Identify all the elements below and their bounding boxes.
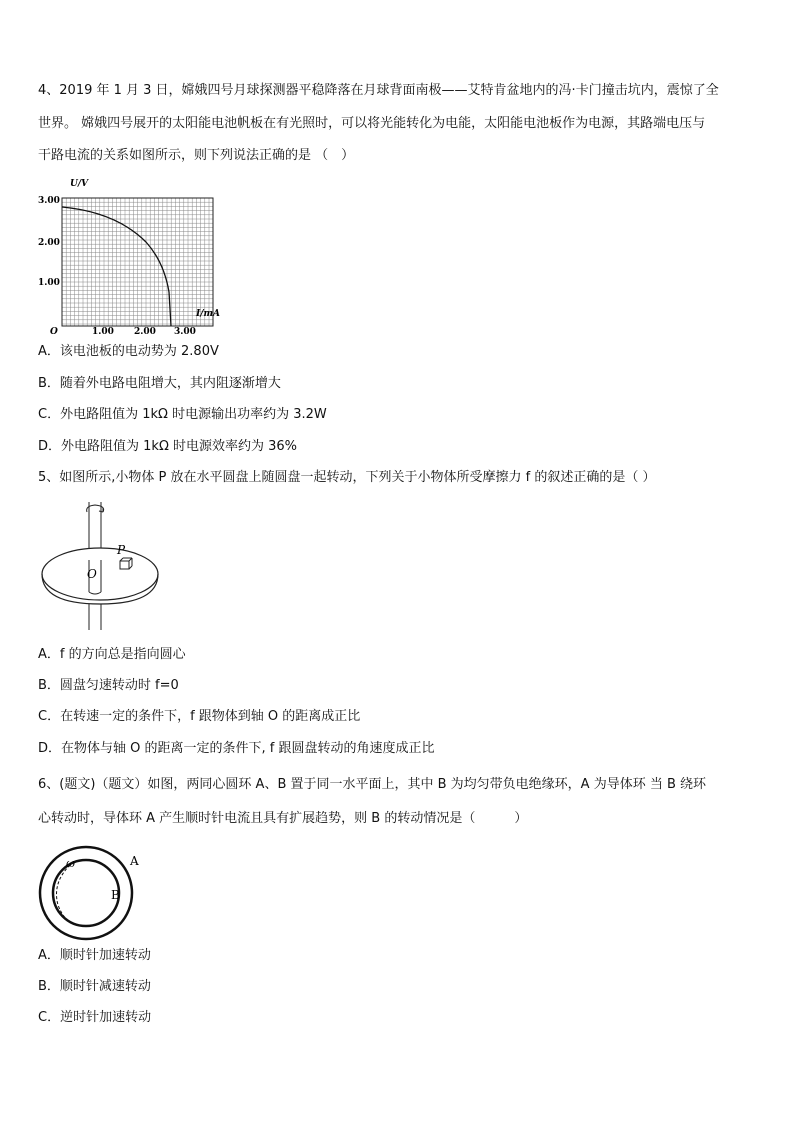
q4-option-c: C．外电路阻值为 1kΩ 时电源输出功率约为 3.2W — [38, 407, 327, 422]
q5-stem: 5、如图所示,小物体 P 放在水平圆盘上随圆盘一起转动，下列关于小物体所受摩擦力 f 的叙述正确的是（ ） — [38, 470, 656, 485]
q5-option-c: C．在转速一定的条件下，f 跟物体到轴 O 的距离成正比 — [38, 709, 361, 724]
y-tick-label: 1.00 — [38, 278, 60, 288]
q6-option-a: A．顺时针加速转动 — [38, 948, 151, 963]
label-omega: ω — [66, 857, 75, 870]
q5-option-d: D．在物体与轴 O 的距离一定的条件下, f 跟圆盘转动的角速度成正比 — [38, 741, 435, 756]
q4-option-d: D．外电路阻值为 1kΩ 时电源效率约为 36% — [38, 439, 298, 454]
q4-option-a: A．该电池板的电动势为 2.80V — [38, 344, 219, 359]
x-tick-label: 1.00 — [92, 327, 114, 337]
q6-option-b: B．顺时针减速转动 — [38, 979, 151, 994]
q5-rotating-disk-figure — [40, 500, 172, 632]
inner-ring-b — [53, 860, 119, 926]
q4-stem-line-1: 4、2019 年 1 月 3 日，嫦娥四号月球探测器平稳降落在月球背面南极——艾特肯盆地内的冯·卡门撞击坑内，震惊了全 — [38, 83, 719, 98]
x-axis-label: I/mA — [196, 309, 221, 319]
label-b: B — [111, 888, 120, 902]
small-block-p — [120, 561, 129, 569]
x-tick-label: 2.00 — [134, 327, 156, 337]
x-tick-label: 3.00 — [174, 327, 196, 337]
q4-stem-line-2: 世界。 嫦娥四号展开的太阳能电池帆板在有光照时，可以将光能转化为电能，太阳能电池板作为电源，其路端电压与 — [38, 116, 706, 131]
graph-grid — [62, 198, 213, 326]
q6-concentric-rings-figure — [38, 843, 150, 941]
q6-option-c: C．逆时针加速转动 — [38, 1010, 152, 1025]
label-p: P — [117, 543, 126, 557]
y-tick-label: 2.00 — [38, 238, 60, 248]
q4-ui-graph — [36, 172, 226, 338]
y-tick-label: 3.00 — [38, 196, 60, 206]
q5-option-b: B．圆盘匀速转动时 f=0 — [38, 678, 179, 693]
y-axis-label: U/V — [70, 179, 89, 189]
label-o: O — [87, 567, 97, 581]
label-a: A — [130, 854, 139, 868]
q5-option-a: A．f 的方向总是指向圆心 — [38, 647, 186, 662]
origin-label: O — [50, 327, 58, 337]
q6-stem-line-1: 6、(题文)（题文）如图，两同心圆环 A、B 置于同一水平面上，其中 B 为均匀带负电绝缘环，A 为导体环 当 B 绕环 — [38, 777, 707, 792]
q4-stem-line-3: 干路电流的关系如图所示，则下列说法正确的是 （ ） — [38, 148, 355, 163]
q4-option-b: B．随着外电路电阻增大，其内阻逐渐增大 — [38, 376, 281, 391]
q6-stem-line-2: 心转动时，导体环 A 产生顺时针电流且具有扩展趋势，则 B 的转动情况是（ ） — [38, 811, 528, 826]
